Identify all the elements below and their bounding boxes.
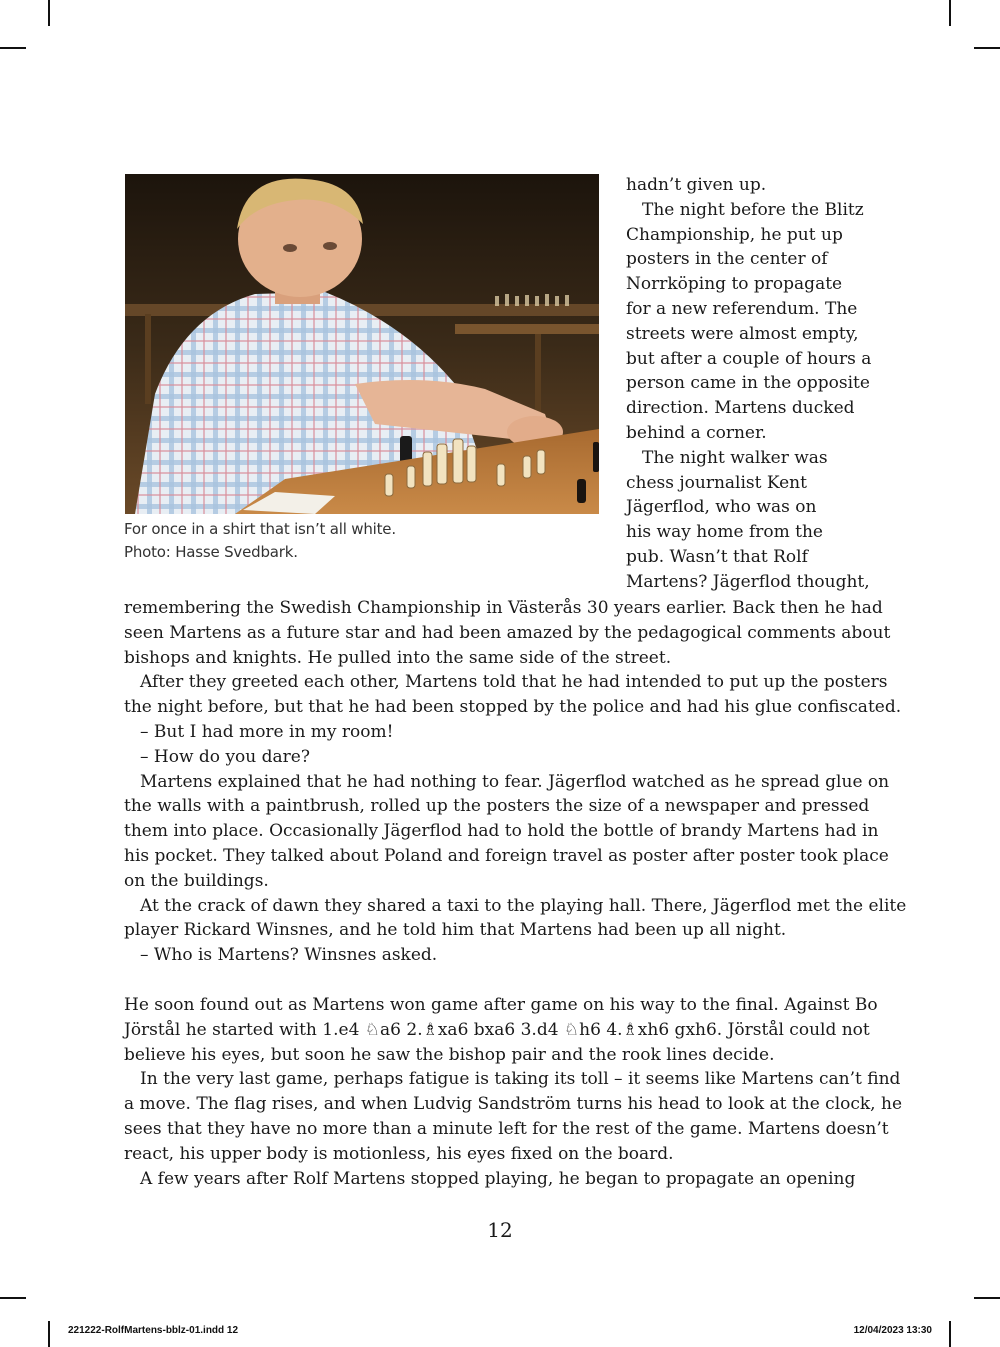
body-text [124, 596, 907, 968]
caption-credit: Photo: Hasse Svedbark. [124, 542, 298, 561]
text-line: his pocket. They talked about Poland and foreign travel as poster after poster took place [124, 845, 889, 866]
crop-mark [0, 47, 26, 49]
crop-mark [48, 0, 50, 26]
text-line: remembering the Swedish Championship in Västerås 30 years earlier. Back then he had [124, 598, 883, 618]
crop-mark [949, 1321, 951, 1347]
text-line: Martens? Jägerflod thought, [626, 571, 870, 592]
slug-timestamp: 12/04/2023 13:30 [853, 1325, 932, 1336]
text-line: Norrköping to propagate [626, 274, 843, 295]
text-line: Jägerflod, who was on [626, 497, 817, 518]
text-line: streets were almost empty, [626, 323, 859, 344]
crop-mark [974, 47, 1000, 49]
text-line: Martens explained that he had nothing to fear. Jägerflod watched as he spread glue on [140, 771, 890, 792]
text-line: for a new referendum. The [626, 298, 858, 319]
text-line: a move. The flag rises, and when Ludvig Sandström turns his head to look at the clock, he [124, 1094, 902, 1115]
dialogue-line: – How do you dare? [140, 746, 310, 767]
text-line: Jörstål he started with 1.e4 ♘a6 2.♗xa6 bxa6 3.d4 ♘h6 4.♗xh6 gxh6. Jörstål could not [124, 1019, 870, 1040]
text-line: pub. Wasn’t that Rolf [626, 546, 808, 567]
text-line: but after a couple of hours a [626, 348, 872, 369]
text-line: He soon found out as Martens won game after game on his way to the final. Against Bo [124, 995, 878, 1015]
text-line: The night walker was [642, 447, 828, 468]
text-column [626, 173, 876, 595]
text-line: In the very last game, perhaps fatigue is taking its toll – it seems like Martens can’t find [140, 1069, 901, 1090]
crop-mark [974, 1297, 1000, 1299]
text-line: his way home from the [626, 522, 823, 543]
text-line: react, his upper body is motionless, his eyes fixed on the board. [124, 1143, 674, 1164]
text-line: on the buildings. [124, 870, 269, 891]
body-text-section-2 [124, 993, 902, 1191]
text-line: posters in the center of [626, 249, 828, 270]
crop-mark [949, 0, 951, 26]
page-number: 12 [487, 1218, 513, 1242]
slug-filename: 221222-RolfMartens-bblz-01.indd 12 [68, 1325, 239, 1336]
crop-mark [0, 1297, 26, 1299]
photo-caption [124, 518, 604, 563]
text-line: the walls with a paintbrush, rolled up the posters the size of a newspaper and pressed [124, 796, 870, 817]
text-line: seen Martens as a future star and had been amazed by the pedagogical comments about [124, 622, 891, 643]
caption-line: For once in a shirt that isn’t all white. [124, 520, 396, 538]
text-line: hadn’t given up. [626, 175, 767, 195]
text-line: the night before, but that he had been stopped by the police and had his glue confiscated. [124, 697, 902, 718]
text-line: behind a corner. [626, 422, 767, 443]
text-line: chess journalist Kent [626, 472, 807, 493]
photo-illustration [125, 174, 599, 514]
text-line: After they greeted each other, Martens told that he had intended to put up the posters [140, 672, 888, 693]
text-line: Championship, he put up [626, 224, 843, 245]
text-line: bishops and knights. He pulled into the same side of the street. [124, 647, 672, 668]
text-line: sees that they have no more than a minute left for the rest of the game. Martens doesn’t [124, 1118, 889, 1139]
crop-mark [48, 1321, 50, 1347]
text-line: At the crack of dawn they shared a taxi to the playing hall. There, Jägerflod met the elite [140, 895, 907, 916]
dialogue-line: – Who is Martens? Winsnes asked. [140, 945, 438, 966]
text-line: The night before the Blitz [642, 199, 864, 220]
chess-player-photo [125, 174, 599, 514]
text-line: person came in the opposite [626, 373, 870, 394]
text-line: A few years after Rolf Martens stopped playing, he began to propagate an opening [140, 1168, 856, 1189]
dialogue-line: – But I had more in my room! [140, 721, 394, 742]
text-line: direction. Martens ducked [626, 398, 855, 419]
text-line: player Rickard Winsnes, and he told him that Martens had been up all night. [124, 920, 787, 941]
text-line: believe his eyes, but soon he saw the bishop pair and the rook lines decide. [124, 1044, 775, 1065]
text-line: them into place. Occasionally Jägerflod had to hold the bottle of brandy Martens had in [124, 821, 879, 842]
